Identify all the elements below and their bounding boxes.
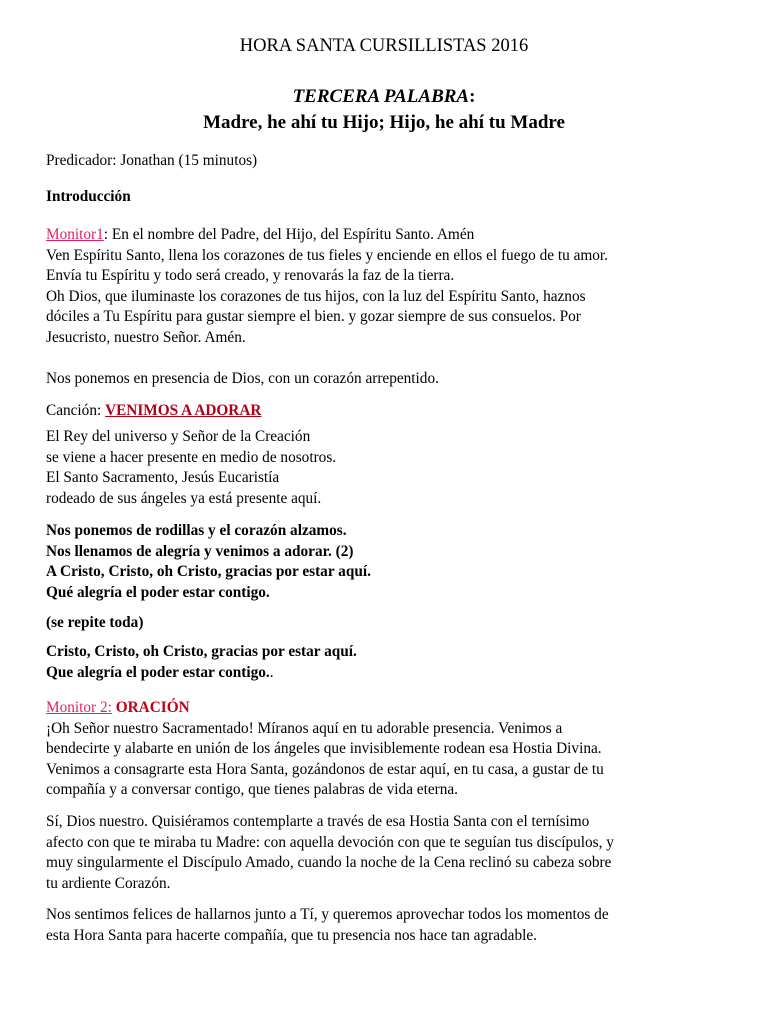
prayer-line: Venimos a consagrarte esta Hora Santa, gozándonos de estar aquí, en tu casa, a gustar de tu: [46, 760, 604, 778]
prayer-line: tu ardiente Corazón.: [46, 874, 171, 892]
verse-line: El Rey del universo y Señor de la Creación: [46, 428, 311, 445]
prayer-line: bendecirte y alabarte en unión de los ángeles que invisiblemente rodean esa Hostia Divina.: [46, 740, 602, 757]
monitor2-section: [46, 698, 736, 801]
song-label: Canción:: [46, 402, 106, 419]
verse-line: rodeado de sus ángeles ya está presente aquí.: [46, 489, 322, 507]
word-label: TERCERA PALABRA: [292, 86, 470, 107]
document-subtitle: Madre, he ahí tu Hijo; Hijo, he ahí tu Madre: [203, 112, 565, 133]
song-ending: [46, 642, 736, 683]
presence-line: Nos ponemos en presencia de Dios, con un corazón arrepentido.: [46, 370, 439, 387]
monitor1-line: Ven Espíritu Santo, llena los corazones de tus fieles y enciende en ellos el fuego de tu amor.: [46, 246, 608, 264]
monitor1-line: Envía tu Espíritu y todo será creado, y renovarás la faz de la tierra.: [46, 267, 455, 284]
prayer-line: compañía y a conversar contigo, que tienes palabras de vida eterna.: [46, 781, 458, 798]
prayer-paragraph-3: [46, 905, 736, 946]
word-colon: :: [469, 86, 476, 107]
song-heading: [46, 401, 736, 422]
chorus-line: Nos llenamos de alegría y venimos a adorar. (2): [46, 542, 354, 560]
prayer-line: Nos sentimos felices de hallarnos junto a Tí, y queremos aprovechar todos los momentos de: [46, 906, 609, 923]
intro-heading: Introducción: [46, 188, 131, 205]
song-chorus: [46, 521, 736, 603]
song-title: VENIMOS A ADORAR: [105, 402, 262, 419]
chorus-line: A Cristo, Cristo, oh Cristo, gracias por estar aquí.: [46, 563, 371, 580]
chorus-line: Qué alegría el poder estar contigo.: [46, 583, 270, 601]
ending-line: Que alegría el poder estar contigo.: [46, 663, 270, 681]
preacher-line: Predicador: Jonathan (15 minutos): [46, 152, 258, 169]
monitor1-text: : En el nombre del Padre, del Hijo, del Espíritu Santo. Amén: [103, 226, 475, 243]
prayer-line: esta Hora Santa para hacerte compañía, que tu presencia nos hace tan agradable.: [46, 926, 537, 944]
monitor1-line: Oh Dios, que iluminaste los corazones de tus hijos, con la luz del Espíritu Santo, haznos: [46, 287, 586, 305]
verse-line: El Santo Sacramento, Jesús Eucaristía: [46, 469, 280, 486]
word-heading: [0, 86, 768, 108]
prayer-line: afecto con que te miraba tu Madre: con aquella devoción con que te seguían tus discípulos, y: [46, 833, 614, 851]
monitor1-label: Monitor1: [46, 226, 104, 243]
monitor2-label: Monitor 2:: [46, 699, 112, 716]
monitor1-section: [46, 225, 736, 348]
ending-line: Cristo, Cristo, oh Cristo, gracias por estar aquí.: [46, 643, 357, 660]
document-title: HORA SANTA CURSILLISTAS 2016: [239, 36, 529, 56]
prayer-line: ¡Oh Señor nuestro Sacramentado! Míranos aquí en tu adorable presencia. Venimos a: [46, 719, 563, 737]
song-verse: [46, 427, 736, 509]
monitor1-line: Jesucristo, nuestro Señor. Amén.: [46, 328, 246, 346]
oracion-heading: ORACIÓN: [115, 699, 190, 716]
prayer-paragraph-2: [46, 812, 736, 894]
prayer-line: muy singularmente el Discípulo Amado, cuando la noche de la Cena reclinó su cabeza sobre: [46, 854, 612, 871]
chorus-line: Nos ponemos de rodillas y el corazón alzamos.: [46, 522, 347, 539]
ending-dot: .: [269, 663, 274, 681]
repeat-note: (se repite toda): [46, 614, 144, 631]
prayer-line: Sí, Dios nuestro. Quisiéramos contemplarte a través de esa Hostia Santa con el ternísimo: [46, 813, 590, 830]
verse-line: se viene a hacer presente en medio de nosotros.: [46, 448, 337, 466]
monitor1-line: dóciles a Tu Espíritu para gustar siempre el bien. y gozar siempre de sus consuelos. Por: [46, 308, 581, 325]
